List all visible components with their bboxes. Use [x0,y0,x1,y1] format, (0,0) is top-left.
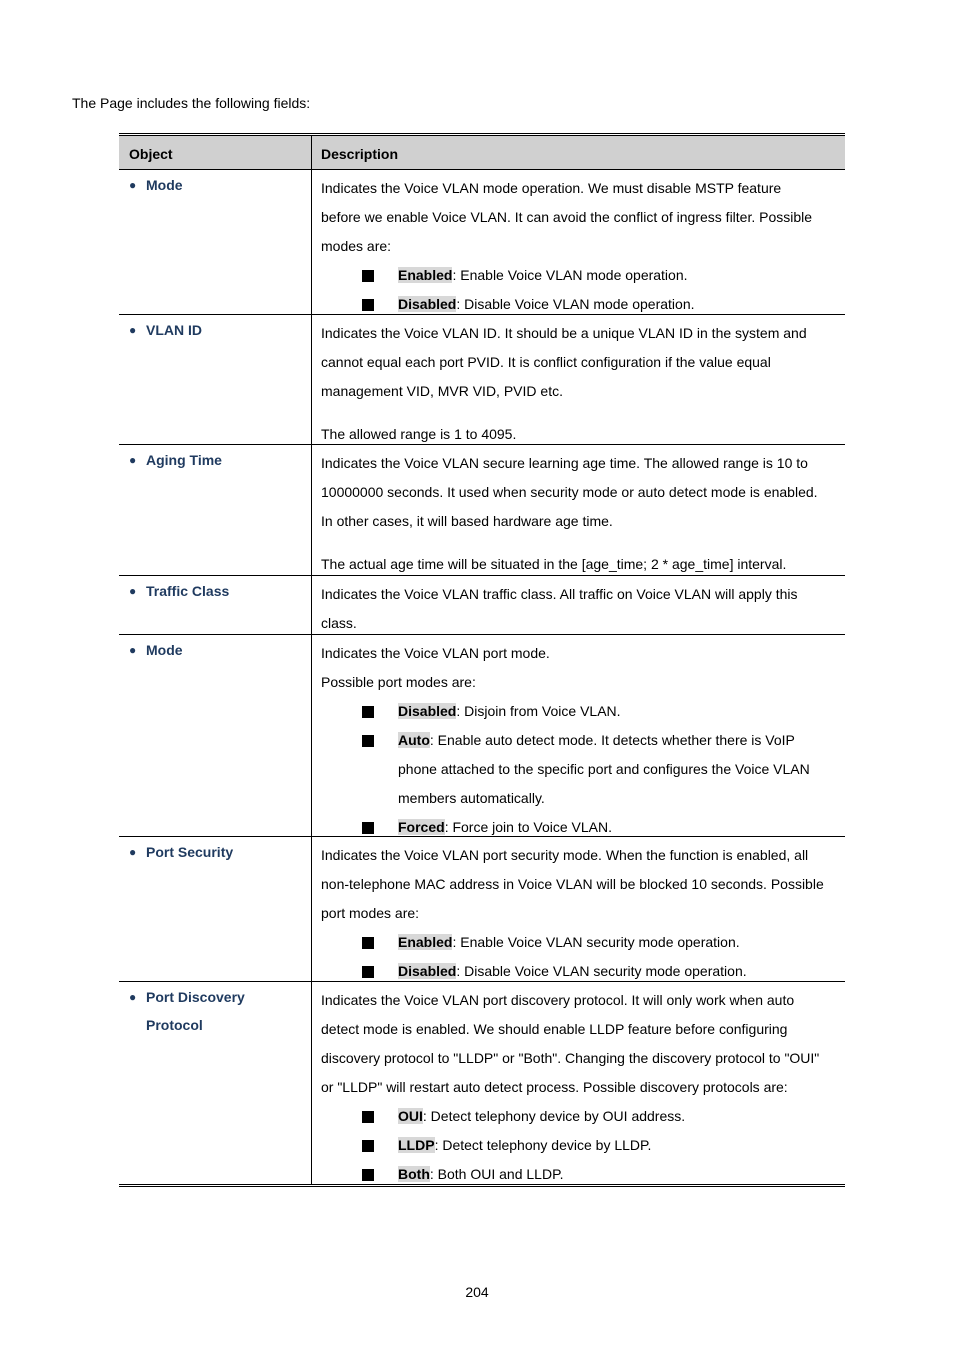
object-name: Mode [146,177,183,193]
bullet-icon: ● [129,990,137,1004]
option-keyword: Enabled [398,934,453,950]
desc-line: class. [321,615,357,631]
option-text: : Disable Voice VLAN security mode operation. [456,963,747,979]
option-keyword: Auto [398,732,430,748]
option-text: : Detect telephony device by OUI address. [422,1108,686,1124]
row-description [312,315,845,444]
object-name [146,983,245,1039]
option-item [321,928,839,957]
option-text: : Detect telephony device by LLDP. [434,1137,652,1153]
object-name-line: Port Discovery [146,989,245,1005]
row-description [312,837,845,981]
page-number: 204 [465,1284,489,1300]
object-name-line: Protocol [146,1017,203,1033]
option-item [321,261,839,290]
desc-line: Indicates the Voice VLAN secure learning age time. The allowed range is 10 to [321,455,808,471]
desc-line: Possible port modes are: [321,674,476,690]
row-description [312,576,845,634]
table-row [119,837,845,982]
table-row [119,635,845,837]
row-description [312,170,845,314]
desc-line: Indicates the Voice VLAN port discovery protocol. It will only work when auto [321,992,795,1008]
option-text: : Disjoin from Voice VLAN. [456,703,621,719]
square-bullet-icon [362,937,374,949]
square-bullet-icon [362,735,374,747]
square-bullet-icon [362,299,374,311]
square-bullet-icon [362,966,374,978]
option-text: phone attached to the specific port and configures the Voice VLAN [398,761,810,777]
option-keyword: Disabled [398,703,457,719]
desc-line: Indicates the Voice VLAN traffic class. All traffic on Voice VLAN will apply this [321,586,798,602]
row-description [312,635,845,836]
square-bullet-icon [362,822,374,834]
desc-line: discovery protocol to "LLDP" or "Both". Changing the discovery protocol to "OUI" [321,1050,820,1066]
desc-line: before we enable Voice VLAN. It can avoid the conflict of ingress filter. Possible [321,209,813,225]
option-keyword: Both [398,1166,430,1182]
bullet-icon: ● [129,453,137,467]
table-row [119,576,845,635]
square-bullet-icon [362,1169,374,1181]
bullet-icon: ● [129,584,137,598]
option-item [321,1102,839,1131]
object-name: Aging Time [146,452,222,468]
intro-text: The Page includes the following fields: [72,95,311,111]
square-bullet-icon [362,1111,374,1123]
desc-line: or "LLDP" will restart auto detect process. Possible discovery protocols are: [321,1079,788,1095]
desc-line: The actual age time will be situated in the [age_time; 2 * age_time] interval. [321,556,787,572]
header-object: Object [119,136,312,169]
table-header [119,136,845,170]
option-text: : Enable Voice VLAN mode operation. [452,267,688,283]
option-text: members automatically. [398,790,545,806]
option-keyword: Disabled [398,296,457,312]
table-row [119,315,845,445]
option-keyword: Forced [398,819,445,835]
desc-line: non-telephone MAC address in Voice VLAN will be blocked 10 seconds. Possible [321,876,824,892]
square-bullet-icon [362,270,374,282]
bullet-icon: ● [129,845,137,859]
row-description [312,445,845,575]
table-row [119,170,845,315]
option-text: : Enable Voice VLAN security mode operation. [452,934,740,950]
option-text: : Disable Voice VLAN mode operation. [456,296,695,312]
table-row [119,982,845,1184]
option-item [321,1160,839,1189]
object-name: Mode [146,642,183,658]
option-keyword: OUI [398,1108,423,1124]
fields-table [119,133,845,1187]
desc-line: port modes are: [321,905,420,921]
option-text: : Enable auto detect mode. It detects whether there is VoIP [429,732,795,748]
bullet-icon: ● [129,643,137,657]
option-text: : Force join to Voice VLAN. [444,819,612,835]
option-item [321,1131,839,1160]
desc-line: The allowed range is 1 to 4095. [321,426,517,442]
desc-line: Indicates the Voice VLAN ID. It should be a unique VLAN ID in the system and [321,325,807,341]
option-keyword: Enabled [398,267,453,283]
desc-line: In other cases, it will based hardware age time. [321,513,613,529]
option-item [321,697,839,726]
desc-line: detect mode is enabled. We should enable LLDP feature before configuring [321,1021,788,1037]
object-name: VLAN ID [146,322,202,338]
object-name: Port Security [146,844,234,860]
option-keyword: Disabled [398,963,457,979]
option-item [321,726,839,813]
desc-line: modes are: [321,238,392,254]
desc-line: Indicates the Voice VLAN mode operation. We must disable MSTP feature [321,180,782,196]
desc-line: 10000000 seconds. It used when security mode or auto detect mode is enabled. [321,484,818,500]
bullet-icon: ● [129,178,137,192]
header-description: Description [321,146,399,162]
row-description [312,982,845,1184]
table-row [119,445,845,576]
option-text: : Both OUI and LLDP. [429,1166,564,1182]
desc-line: cannot equal each port PVID. It is conflict configuration if the value equal [321,354,771,370]
square-bullet-icon [362,706,374,718]
desc-line: Indicates the Voice VLAN port security mode. When the function is enabled, all [321,847,809,863]
square-bullet-icon [362,1140,374,1152]
desc-line: Indicates the Voice VLAN port mode. [321,645,550,661]
desc-line: management VID, MVR VID, PVID etc. [321,383,563,399]
object-name: Traffic Class [146,583,230,599]
option-keyword: LLDP [398,1137,435,1153]
bullet-icon: ● [129,323,137,337]
